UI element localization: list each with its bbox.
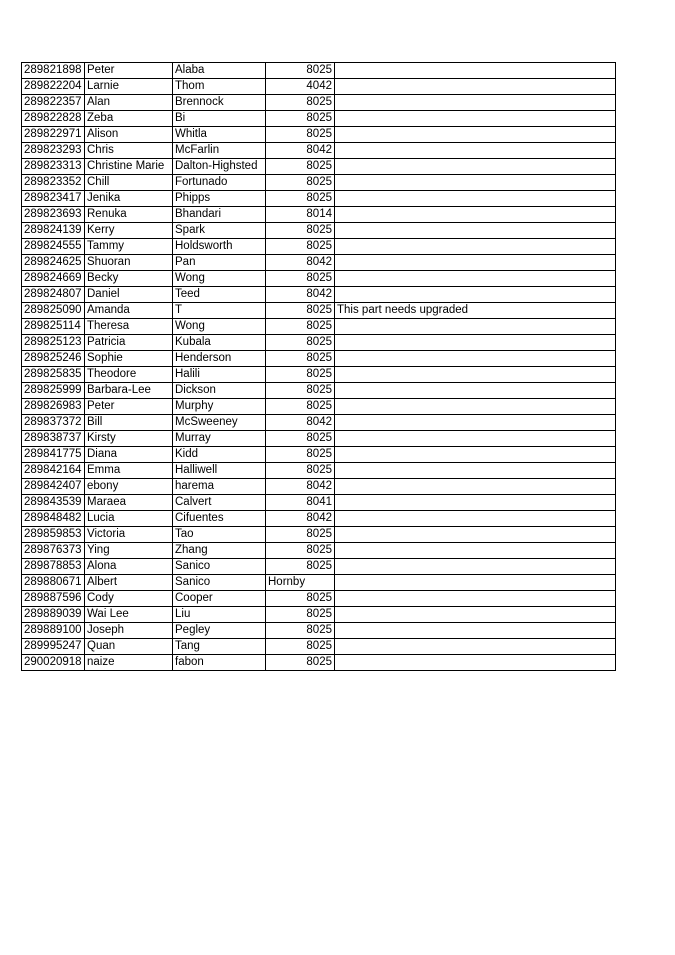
code-cell: 8025 (266, 655, 335, 671)
first-name-cell: Sophie (85, 351, 173, 367)
table-body (22, 63, 616, 671)
code-cell: 8025 (266, 607, 335, 623)
table-row (22, 367, 616, 383)
note-cell (335, 559, 616, 575)
last-name-cell: fabon (173, 655, 266, 671)
first-name-cell: Alan (85, 95, 173, 111)
note-cell (335, 383, 616, 399)
last-name-cell: Sanico (173, 559, 266, 575)
id-cell: 289889100 (22, 623, 85, 639)
id-cell: 289822828 (22, 111, 85, 127)
first-name-cell: Barbara-Lee (85, 383, 173, 399)
last-name-cell: McFarlin (173, 143, 266, 159)
note-cell (335, 511, 616, 527)
first-name-cell: Maraea (85, 495, 173, 511)
table-row (22, 527, 616, 543)
last-name-cell: Liu (173, 607, 266, 623)
note-cell (335, 639, 616, 655)
last-name-cell: Murray (173, 431, 266, 447)
last-name-cell: Dickson (173, 383, 266, 399)
id-cell: 289826983 (22, 399, 85, 415)
last-name-cell: Halliwell (173, 463, 266, 479)
first-name-cell: Chill (85, 175, 173, 191)
code-cell: 8025 (266, 335, 335, 351)
table-row (22, 479, 616, 495)
code-cell: 8025 (266, 191, 335, 207)
note-cell (335, 223, 616, 239)
note-cell (335, 607, 616, 623)
last-name-cell: Dalton-Highsted (173, 159, 266, 175)
code-cell: 8042 (266, 511, 335, 527)
last-name-cell: Calvert (173, 495, 266, 511)
code-cell: Hornby (266, 575, 335, 591)
code-cell: 8025 (266, 463, 335, 479)
table-row (22, 383, 616, 399)
last-name-cell: Alaba (173, 63, 266, 79)
last-name-cell: Cooper (173, 591, 266, 607)
id-cell: 289842407 (22, 479, 85, 495)
code-cell: 8025 (266, 639, 335, 655)
table-row (22, 511, 616, 527)
first-name-cell: Bill (85, 415, 173, 431)
last-name-cell: Pan (173, 255, 266, 271)
id-cell: 290020918 (22, 655, 85, 671)
last-name-cell: Sanico (173, 575, 266, 591)
first-name-cell: Renuka (85, 207, 173, 223)
code-cell: 8025 (266, 383, 335, 399)
id-cell: 289825246 (22, 351, 85, 367)
code-cell: 8025 (266, 127, 335, 143)
table-row (22, 127, 616, 143)
id-cell: 289824139 (22, 223, 85, 239)
last-name-cell: Teed (173, 287, 266, 303)
code-cell: 8025 (266, 95, 335, 111)
first-name-cell: Daniel (85, 287, 173, 303)
code-cell: 8025 (266, 559, 335, 575)
id-cell: 289823293 (22, 143, 85, 159)
note-cell (335, 623, 616, 639)
note-cell (335, 111, 616, 127)
note-cell (335, 63, 616, 79)
code-cell: 8025 (266, 271, 335, 287)
note-cell (335, 479, 616, 495)
code-cell: 8025 (266, 351, 335, 367)
id-cell: 289824625 (22, 255, 85, 271)
note-cell (335, 159, 616, 175)
last-name-cell: Kubala (173, 335, 266, 351)
id-cell: 289821898 (22, 63, 85, 79)
table-row (22, 143, 616, 159)
table-row (22, 607, 616, 623)
note-cell (335, 319, 616, 335)
table-row (22, 575, 616, 591)
note-cell (335, 175, 616, 191)
table-row (22, 175, 616, 191)
id-cell: 289823693 (22, 207, 85, 223)
first-name-cell: Zeba (85, 111, 173, 127)
id-cell: 289824669 (22, 271, 85, 287)
table-row (22, 623, 616, 639)
first-name-cell: Jenika (85, 191, 173, 207)
table-row (22, 271, 616, 287)
first-name-cell: Lucia (85, 511, 173, 527)
last-name-cell: Henderson (173, 351, 266, 367)
first-name-cell: Diana (85, 447, 173, 463)
note-cell (335, 271, 616, 287)
code-cell: 8025 (266, 431, 335, 447)
id-cell: 289837372 (22, 415, 85, 431)
table-row (22, 655, 616, 671)
last-name-cell: Fortunado (173, 175, 266, 191)
code-cell: 8014 (266, 207, 335, 223)
id-cell: 289822357 (22, 95, 85, 111)
id-cell: 289825090 (22, 303, 85, 319)
last-name-cell: harema (173, 479, 266, 495)
id-cell: 289842164 (22, 463, 85, 479)
code-cell: 8025 (266, 447, 335, 463)
table-row (22, 639, 616, 655)
table-row (22, 159, 616, 175)
first-name-cell: Quan (85, 639, 173, 655)
code-cell: 8025 (266, 223, 335, 239)
note-cell (335, 415, 616, 431)
table-row (22, 303, 616, 319)
note-cell (335, 495, 616, 511)
first-name-cell: Shuoran (85, 255, 173, 271)
note-cell (335, 191, 616, 207)
id-cell: 289822971 (22, 127, 85, 143)
first-name-cell: Alison (85, 127, 173, 143)
note-cell (335, 143, 616, 159)
table-row (22, 495, 616, 511)
first-name-cell: naize (85, 655, 173, 671)
last-name-cell: Zhang (173, 543, 266, 559)
note-cell (335, 239, 616, 255)
last-name-cell: Wong (173, 271, 266, 287)
first-name-cell: Kirsty (85, 431, 173, 447)
table-row (22, 351, 616, 367)
last-name-cell: Halili (173, 367, 266, 383)
id-cell: 289825114 (22, 319, 85, 335)
first-name-cell: Peter (85, 399, 173, 415)
last-name-cell: Whitla (173, 127, 266, 143)
note-cell (335, 463, 616, 479)
last-name-cell: Phipps (173, 191, 266, 207)
last-name-cell: Brennock (173, 95, 266, 111)
first-name-cell: ebony (85, 479, 173, 495)
note-cell (335, 335, 616, 351)
first-name-cell: Patricia (85, 335, 173, 351)
code-cell: 8042 (266, 143, 335, 159)
code-cell: 8025 (266, 591, 335, 607)
first-name-cell: Becky (85, 271, 173, 287)
table-row (22, 335, 616, 351)
first-name-cell: Amanda (85, 303, 173, 319)
id-cell: 289859853 (22, 527, 85, 543)
note-cell (335, 527, 616, 543)
table-row (22, 239, 616, 255)
id-cell: 289843539 (22, 495, 85, 511)
table-row (22, 415, 616, 431)
id-cell: 289889039 (22, 607, 85, 623)
id-cell: 289824807 (22, 287, 85, 303)
id-cell: 289995247 (22, 639, 85, 655)
id-cell: 289823352 (22, 175, 85, 191)
table-row (22, 207, 616, 223)
id-cell: 289841775 (22, 447, 85, 463)
table-row (22, 559, 616, 575)
note-cell (335, 207, 616, 223)
id-cell: 289848482 (22, 511, 85, 527)
first-name-cell: Christine Marie (85, 159, 173, 175)
code-cell: 8025 (266, 63, 335, 79)
note-cell (335, 127, 616, 143)
code-cell: 8042 (266, 255, 335, 271)
code-cell: 8025 (266, 543, 335, 559)
table-row (22, 399, 616, 415)
code-cell: 8025 (266, 175, 335, 191)
last-name-cell: Spark (173, 223, 266, 239)
id-cell: 289825123 (22, 335, 85, 351)
id-cell: 289823313 (22, 159, 85, 175)
id-cell: 289825999 (22, 383, 85, 399)
first-name-cell: Wai Lee (85, 607, 173, 623)
first-name-cell: Theodore (85, 367, 173, 383)
code-cell: 4042 (266, 79, 335, 95)
id-cell: 289825835 (22, 367, 85, 383)
last-name-cell: Bhandari (173, 207, 266, 223)
last-name-cell: Holdsworth (173, 239, 266, 255)
note-cell (335, 95, 616, 111)
id-cell: 289838737 (22, 431, 85, 447)
table-row (22, 591, 616, 607)
code-cell: 8042 (266, 287, 335, 303)
note-cell (335, 447, 616, 463)
id-cell: 289880671 (22, 575, 85, 591)
first-name-cell: Peter (85, 63, 173, 79)
last-name-cell: Tao (173, 527, 266, 543)
code-cell: 8025 (266, 159, 335, 175)
note-cell (335, 255, 616, 271)
table-row (22, 463, 616, 479)
id-cell: 289887596 (22, 591, 85, 607)
id-cell: 289822204 (22, 79, 85, 95)
first-name-cell: Albert (85, 575, 173, 591)
id-cell: 289824555 (22, 239, 85, 255)
table-row (22, 255, 616, 271)
first-name-cell: Ying (85, 543, 173, 559)
first-name-cell: Emma (85, 463, 173, 479)
id-cell: 289823417 (22, 191, 85, 207)
first-name-cell: Chris (85, 143, 173, 159)
note-cell (335, 591, 616, 607)
note-cell: This part needs upgraded (335, 303, 616, 319)
table-row (22, 543, 616, 559)
note-cell (335, 543, 616, 559)
last-name-cell: Pegley (173, 623, 266, 639)
last-name-cell: Thom (173, 79, 266, 95)
code-cell: 8025 (266, 319, 335, 335)
table-row (22, 431, 616, 447)
table-row (22, 223, 616, 239)
code-cell: 8025 (266, 399, 335, 415)
last-name-cell: McSweeney (173, 415, 266, 431)
table-row (22, 319, 616, 335)
first-name-cell: Cody (85, 591, 173, 607)
last-name-cell: T (173, 303, 266, 319)
last-name-cell: Bi (173, 111, 266, 127)
first-name-cell: Joseph (85, 623, 173, 639)
table-row (22, 191, 616, 207)
code-cell: 8042 (266, 479, 335, 495)
code-cell: 8041 (266, 495, 335, 511)
note-cell (335, 575, 616, 591)
table-row (22, 447, 616, 463)
first-name-cell: Theresa (85, 319, 173, 335)
note-cell (335, 79, 616, 95)
code-cell: 8025 (266, 367, 335, 383)
table-row (22, 111, 616, 127)
note-cell (335, 431, 616, 447)
last-name-cell: Wong (173, 319, 266, 335)
note-cell (335, 287, 616, 303)
last-name-cell: Cifuentes (173, 511, 266, 527)
first-name-cell: Alona (85, 559, 173, 575)
note-cell (335, 351, 616, 367)
first-name-cell: Tammy (85, 239, 173, 255)
code-cell: 8025 (266, 239, 335, 255)
code-cell: 8025 (266, 623, 335, 639)
id-cell: 289876373 (22, 543, 85, 559)
table-row (22, 79, 616, 95)
last-name-cell: Tang (173, 639, 266, 655)
note-cell (335, 399, 616, 415)
table-row (22, 287, 616, 303)
last-name-cell: Kidd (173, 447, 266, 463)
first-name-cell: Larnie (85, 79, 173, 95)
code-cell: 8025 (266, 527, 335, 543)
note-cell (335, 367, 616, 383)
table-row (22, 63, 616, 79)
note-cell (335, 655, 616, 671)
code-cell: 8042 (266, 415, 335, 431)
code-cell: 8025 (266, 111, 335, 127)
data-table (21, 62, 616, 671)
table-row (22, 95, 616, 111)
id-cell: 289878853 (22, 559, 85, 575)
last-name-cell: Murphy (173, 399, 266, 415)
first-name-cell: Victoria (85, 527, 173, 543)
code-cell: 8025 (266, 303, 335, 319)
first-name-cell: Kerry (85, 223, 173, 239)
